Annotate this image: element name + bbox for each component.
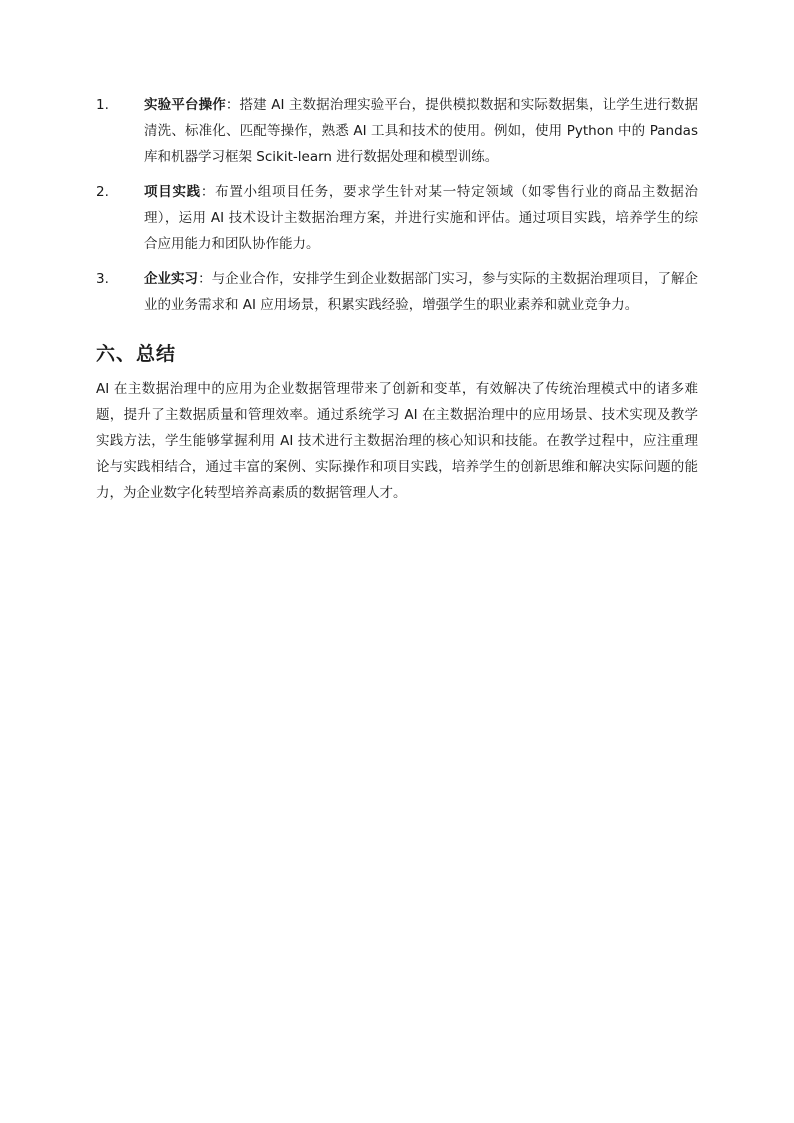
list-item-number: 3. [96,271,109,287]
list-item-body [144,266,698,318]
list-item-term: 项目实践 [144,184,201,200]
list-item-number: 1. [96,97,109,113]
practice-list [96,92,698,318]
list-item-text: ：布置小组项目任务，要求学生针对某一特定领域（如零售行业的商品主数据治理），运用 AI 技术设计主数据治理方案，并进行实施和评估。通过项目实践，培养学生的综合应用能力和团队协作能力。 [144,184,699,252]
list-item [96,266,698,318]
list-item [96,92,698,170]
list-item-number: 2. [96,184,109,200]
section-heading: 六、总结 [96,343,177,365]
list-item-body [144,92,698,170]
list-item-text: ：搭建 AI 主数据治理实验平台，提供模拟数据和实际数据集，让学生进行数据清洗、标准化、匹配等操作，熟悉 AI 工具和技术的使用。例如，使用 Python 中的 Pandas 库和机器学习框架 Scikit-learn 进行数据处理和模型训练。 [144,97,698,165]
list-item-term: 实验平台操作 [144,97,226,113]
list-item-text: ：与企业合作，安排学生到企业数据部门实习，参与实际的主数据治理项目，了解企业的业务需求和 AI 应用场景，积累实践经验，增强学生的职业素养和就业竞争力。 [144,271,699,313]
list-item-term: 企业实习 [144,271,199,287]
summary-paragraph: AI 在主数据治理中的应用为企业数据管理带来了创新和变革，有效解决了传统治理模式中的诸多难题，提升了主数据质量和管理效率。通过系统学习 AI 在主数据治理中的应用场景、技术实现及教学实践方法，学生能够掌握利用 AI 技术进行主数据治理的核心知识和技能。在教学过程中，应注重理论与实践相结合，通过丰富的案例、实际操作和项目实践，培养学生的创新思维和解决实际问题的能力，为企业数字化转型培养高素质的数据管理人才。 [96,381,698,501]
list-item [96,179,698,257]
list-item-body [144,179,698,257]
